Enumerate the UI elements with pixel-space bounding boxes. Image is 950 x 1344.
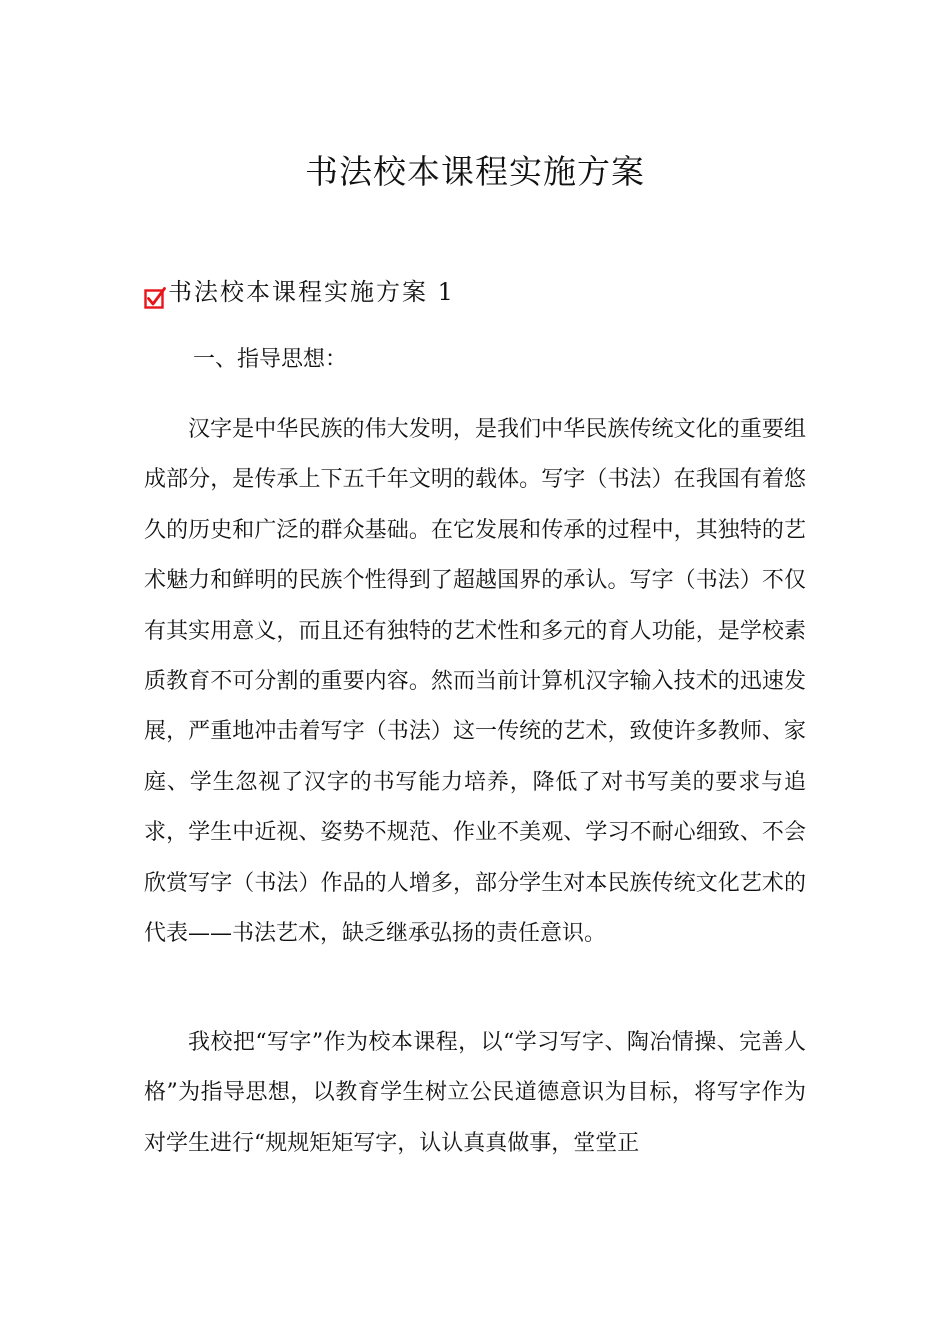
paragraph: 我校把“写字”作为校本课程，以“学习写字、陶冶情操、完善人格”为指导思想，以教育学生树立公民道德意识为目标，将写字作为对学生进行“规规矩矩写字，认认真真做事，堂堂正 [144,1030,806,1156]
subheading-guiding-ideology: 一、指导思想： [193,347,348,372]
section-heading-text: 书法校本课程实施方案 1 [168,278,455,306]
red-checkbox-icon [144,287,166,309]
section-heading [144,272,455,312]
document-title: 书法校本课程实施方案 [305,152,645,191]
paragraph: 汉字是中华民族的伟大发明，是我们中华民族传统文化的重要组成部分，是传承上下五千年文明的载体。写字（书法）在我国有着悠久的历史和广泛的群众基础。在它发展和传承的过程中，其独特的艺术魅力和鲜明的民族个性得到了超越国界的承认。写字（书法）不仅有其实用意义，而且还有独特的艺术性和多元的育人功能，是学校素质教育不可分割的重要内容。然而当前计算机汉字输入技术的迅速发展，严重地冲击着写字（书法）这一传统的艺术，致使许多教师、家庭、学生忽视了汉字的书写能力培养，降低了对书写美的要求与追求，学生中近视、姿势不规范、作业不美观、学习不耐心细致、不会欣赏写字（书法）作品的人增多，部分学生对本民族传统文化艺术的代表——书法艺术，缺乏继承弘扬的责任意识。 [144,417,806,947]
